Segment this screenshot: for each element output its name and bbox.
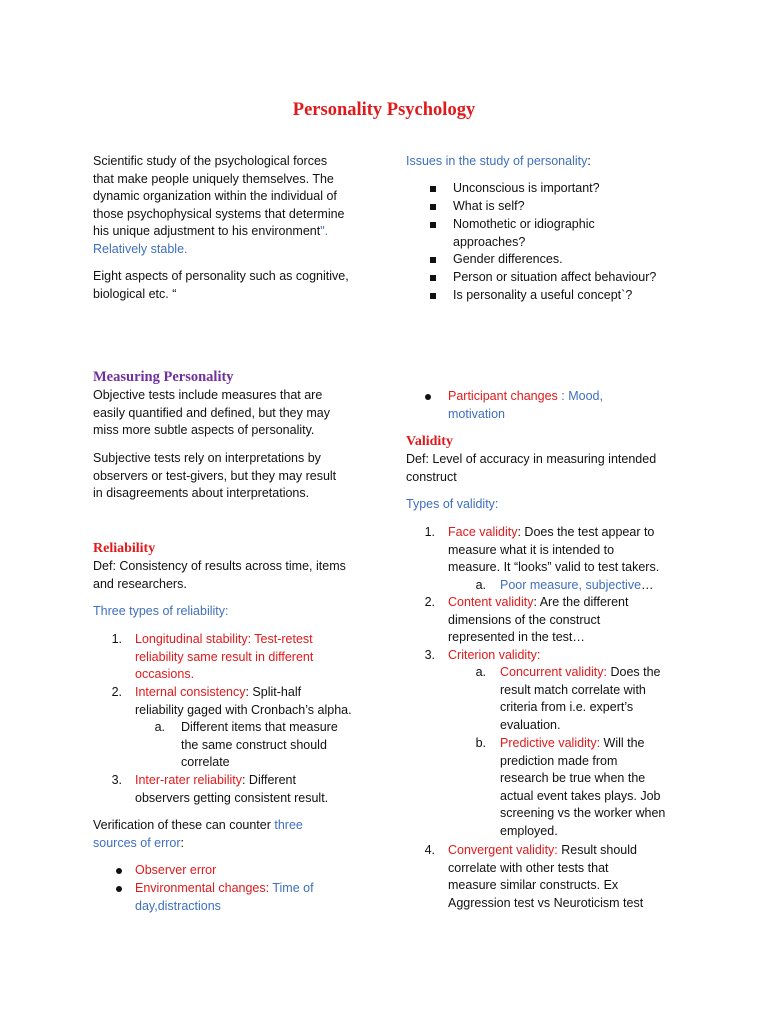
objective-line: easily quantified and defined, but they may: [93, 405, 330, 420]
reliability-item-2a: [181, 719, 381, 772]
issues-colon: :: [587, 154, 591, 168]
bullet-icon: [116, 868, 122, 874]
item-text: : Are the different: [533, 595, 629, 609]
intro-line: Scientific study of the psychological forces: [93, 154, 328, 168]
issue-item: Is personality a useful concept`?: [453, 288, 633, 302]
participant-term: Participant changes: [448, 389, 558, 403]
reliability-def-line: and researchers.: [93, 576, 187, 591]
bullet-icon: [430, 293, 436, 299]
item-text: : Split-half: [245, 685, 302, 699]
measuring-heading: Measuring Personality: [93, 369, 234, 385]
item-line: observers getting consistent result.: [135, 790, 329, 805]
item-term: Concurrent validity:: [500, 665, 607, 679]
objective-line: Objective tests include measures that are: [93, 388, 323, 402]
validity-heading: Validity: [406, 434, 453, 449]
item-ellipsis: …: [641, 578, 654, 592]
intro-line: that make people uniquely themselves. The: [93, 171, 334, 186]
participant-detail: : Mood,: [557, 389, 603, 403]
error-item-2: [135, 880, 385, 915]
item-term: Predictive validity:: [500, 736, 601, 750]
item-line: screening vs the worker when: [500, 806, 666, 821]
item-line: result match correlate with: [500, 682, 646, 697]
item-line: Aggression test vs Neuroticism test: [448, 895, 644, 910]
list-number: 2.: [424, 595, 435, 609]
bullet-icon: [430, 222, 436, 228]
error-detail: day,distractions: [135, 898, 221, 913]
item-line: research be true when the: [500, 771, 646, 786]
item-line: correlate with other tests that: [448, 860, 609, 875]
item-detail: Poor measure, subjective: [500, 578, 642, 592]
item-line: employed.: [500, 823, 558, 838]
item-line: represented in the test…: [448, 630, 585, 645]
bullet-icon: [425, 394, 431, 400]
eight-line: Eight aspects of personality such as cognitive,: [93, 269, 349, 283]
issue-item: Unconscious is important?: [453, 181, 600, 195]
item-text: Will the: [600, 736, 645, 750]
list-letter: a.: [475, 578, 486, 592]
reliability-item-2: [135, 684, 385, 719]
objective-paragraph: [93, 387, 383, 440]
item-term: Inter-rater reliability: [135, 773, 242, 787]
error-item-1: Observer error: [135, 863, 217, 877]
item-line: occasions.: [135, 667, 195, 682]
issue-line: Nomothetic or idiographic: [453, 217, 595, 231]
intro-stable: Relatively stable.: [93, 241, 188, 256]
verification-paragraph: [93, 817, 383, 852]
issue-item: [453, 216, 595, 251]
reliability-def: [93, 558, 383, 593]
item-line: measure. It “looks” valid to test takers.: [448, 560, 660, 575]
intro-paragraph: [93, 153, 383, 259]
list-number: 2.: [111, 685, 122, 699]
item-text: Result should: [557, 843, 637, 857]
participant-item: [448, 388, 698, 423]
reliability-heading: Reliability: [93, 541, 156, 556]
list-number: 1.: [111, 632, 122, 646]
verif-colon: :: [180, 835, 185, 850]
issues-heading: [406, 153, 591, 171]
objective-line: miss more subtle aspects of personality.: [93, 423, 315, 438]
item-term: Convergent validity:: [448, 843, 558, 857]
three-types-heading: Three types of reliability:: [93, 604, 229, 618]
item-line: reliability gaged with Cronbach’s alpha.: [135, 702, 352, 717]
validity-def-line: construct: [406, 469, 457, 484]
intro-line: his unique adjustment to his environment: [93, 224, 321, 239]
verif-text: Verification of these can counter: [93, 818, 275, 832]
item-term: Face validity: [448, 525, 518, 539]
list-letter: a.: [475, 665, 486, 679]
subjective-paragraph: [93, 450, 383, 503]
bullet-icon: [430, 275, 436, 281]
validity-item-1: [448, 524, 708, 577]
page-title: Personality Psychology: [292, 100, 476, 120]
item-line: prediction made from: [500, 753, 618, 768]
verif-link: sources of error: [93, 835, 181, 850]
bullet-icon: [430, 257, 436, 263]
validity-item-1a: [500, 577, 654, 595]
reliability-item-3: [135, 772, 385, 807]
list-letter: b.: [475, 736, 486, 750]
bullet-icon: [116, 886, 122, 892]
validity-item-3b: [500, 735, 700, 841]
list-number: 4.: [424, 843, 435, 857]
validity-item-3: Criterion validity:: [448, 648, 541, 662]
error-detail: Time of: [272, 881, 314, 895]
subjective-line: observers or test-givers, but they may result: [93, 468, 337, 483]
list-letter: a.: [154, 720, 165, 734]
item-line: dimensions of the construct: [448, 612, 601, 627]
validity-item-3a: [500, 664, 700, 734]
list-number: 3.: [111, 773, 122, 787]
reliability-item-1: [135, 631, 385, 684]
verif-link: three: [274, 818, 303, 832]
bullet-icon: [430, 204, 436, 210]
item-text: : Does the test appear to: [517, 525, 655, 539]
validity-def-line: Def: Level of accuracy in measuring intended: [406, 452, 657, 466]
item-text: : Different: [241, 773, 296, 787]
intro-quote: ".: [320, 224, 329, 239]
item-term: Internal consistency: [135, 685, 246, 699]
participant-detail: motivation: [448, 406, 505, 421]
issue-line: approaches?: [453, 234, 526, 249]
subjective-line: in disagreements about interpretations.: [93, 486, 310, 501]
item-line: reliability same result in different: [135, 649, 314, 664]
item-line: Different items that measure: [181, 720, 338, 734]
reliability-def-line: Def: Consistency of results across time, items: [93, 559, 346, 573]
issue-item: What is self?: [453, 199, 525, 213]
validity-item-2: [448, 594, 708, 647]
intro-line: dynamic organization within the individual of: [93, 189, 337, 204]
bullet-icon: [430, 186, 436, 192]
validity-item-4: [448, 842, 718, 912]
list-number: 1.: [424, 525, 435, 539]
item-line: actual event takes plays. Job: [500, 788, 661, 803]
issue-item: Person or situation affect behaviour?: [453, 270, 657, 284]
issue-item: Gender differences.: [453, 252, 563, 266]
item-line: measure what it is intended to: [448, 542, 615, 557]
item-text: Does the: [607, 665, 661, 679]
item-term: Content validity: [448, 595, 534, 609]
item-line: correlate: [181, 755, 230, 770]
list-number: 3.: [424, 648, 435, 662]
item-line: criteria from i.e. expert’s: [500, 700, 634, 715]
validity-def: [406, 451, 706, 486]
types-validity-heading: Types of validity:: [406, 497, 499, 511]
subjective-line: Subjective tests rely on interpretations by: [93, 451, 321, 465]
error-term: Environmental changes:: [135, 881, 273, 895]
item-line: measure similar constructs. Ex: [448, 878, 619, 893]
eight-aspects-paragraph: [93, 268, 383, 303]
item-line: the same construct should: [181, 737, 327, 752]
intro-line: those psychophysical systems that determine: [93, 206, 345, 221]
item-line: evaluation.: [500, 717, 561, 732]
issues-title: Issues in the study of personality: [406, 154, 588, 168]
item-line: Longitudinal stability: Test-retest: [135, 632, 313, 646]
eight-line: biological etc. “: [93, 286, 177, 301]
